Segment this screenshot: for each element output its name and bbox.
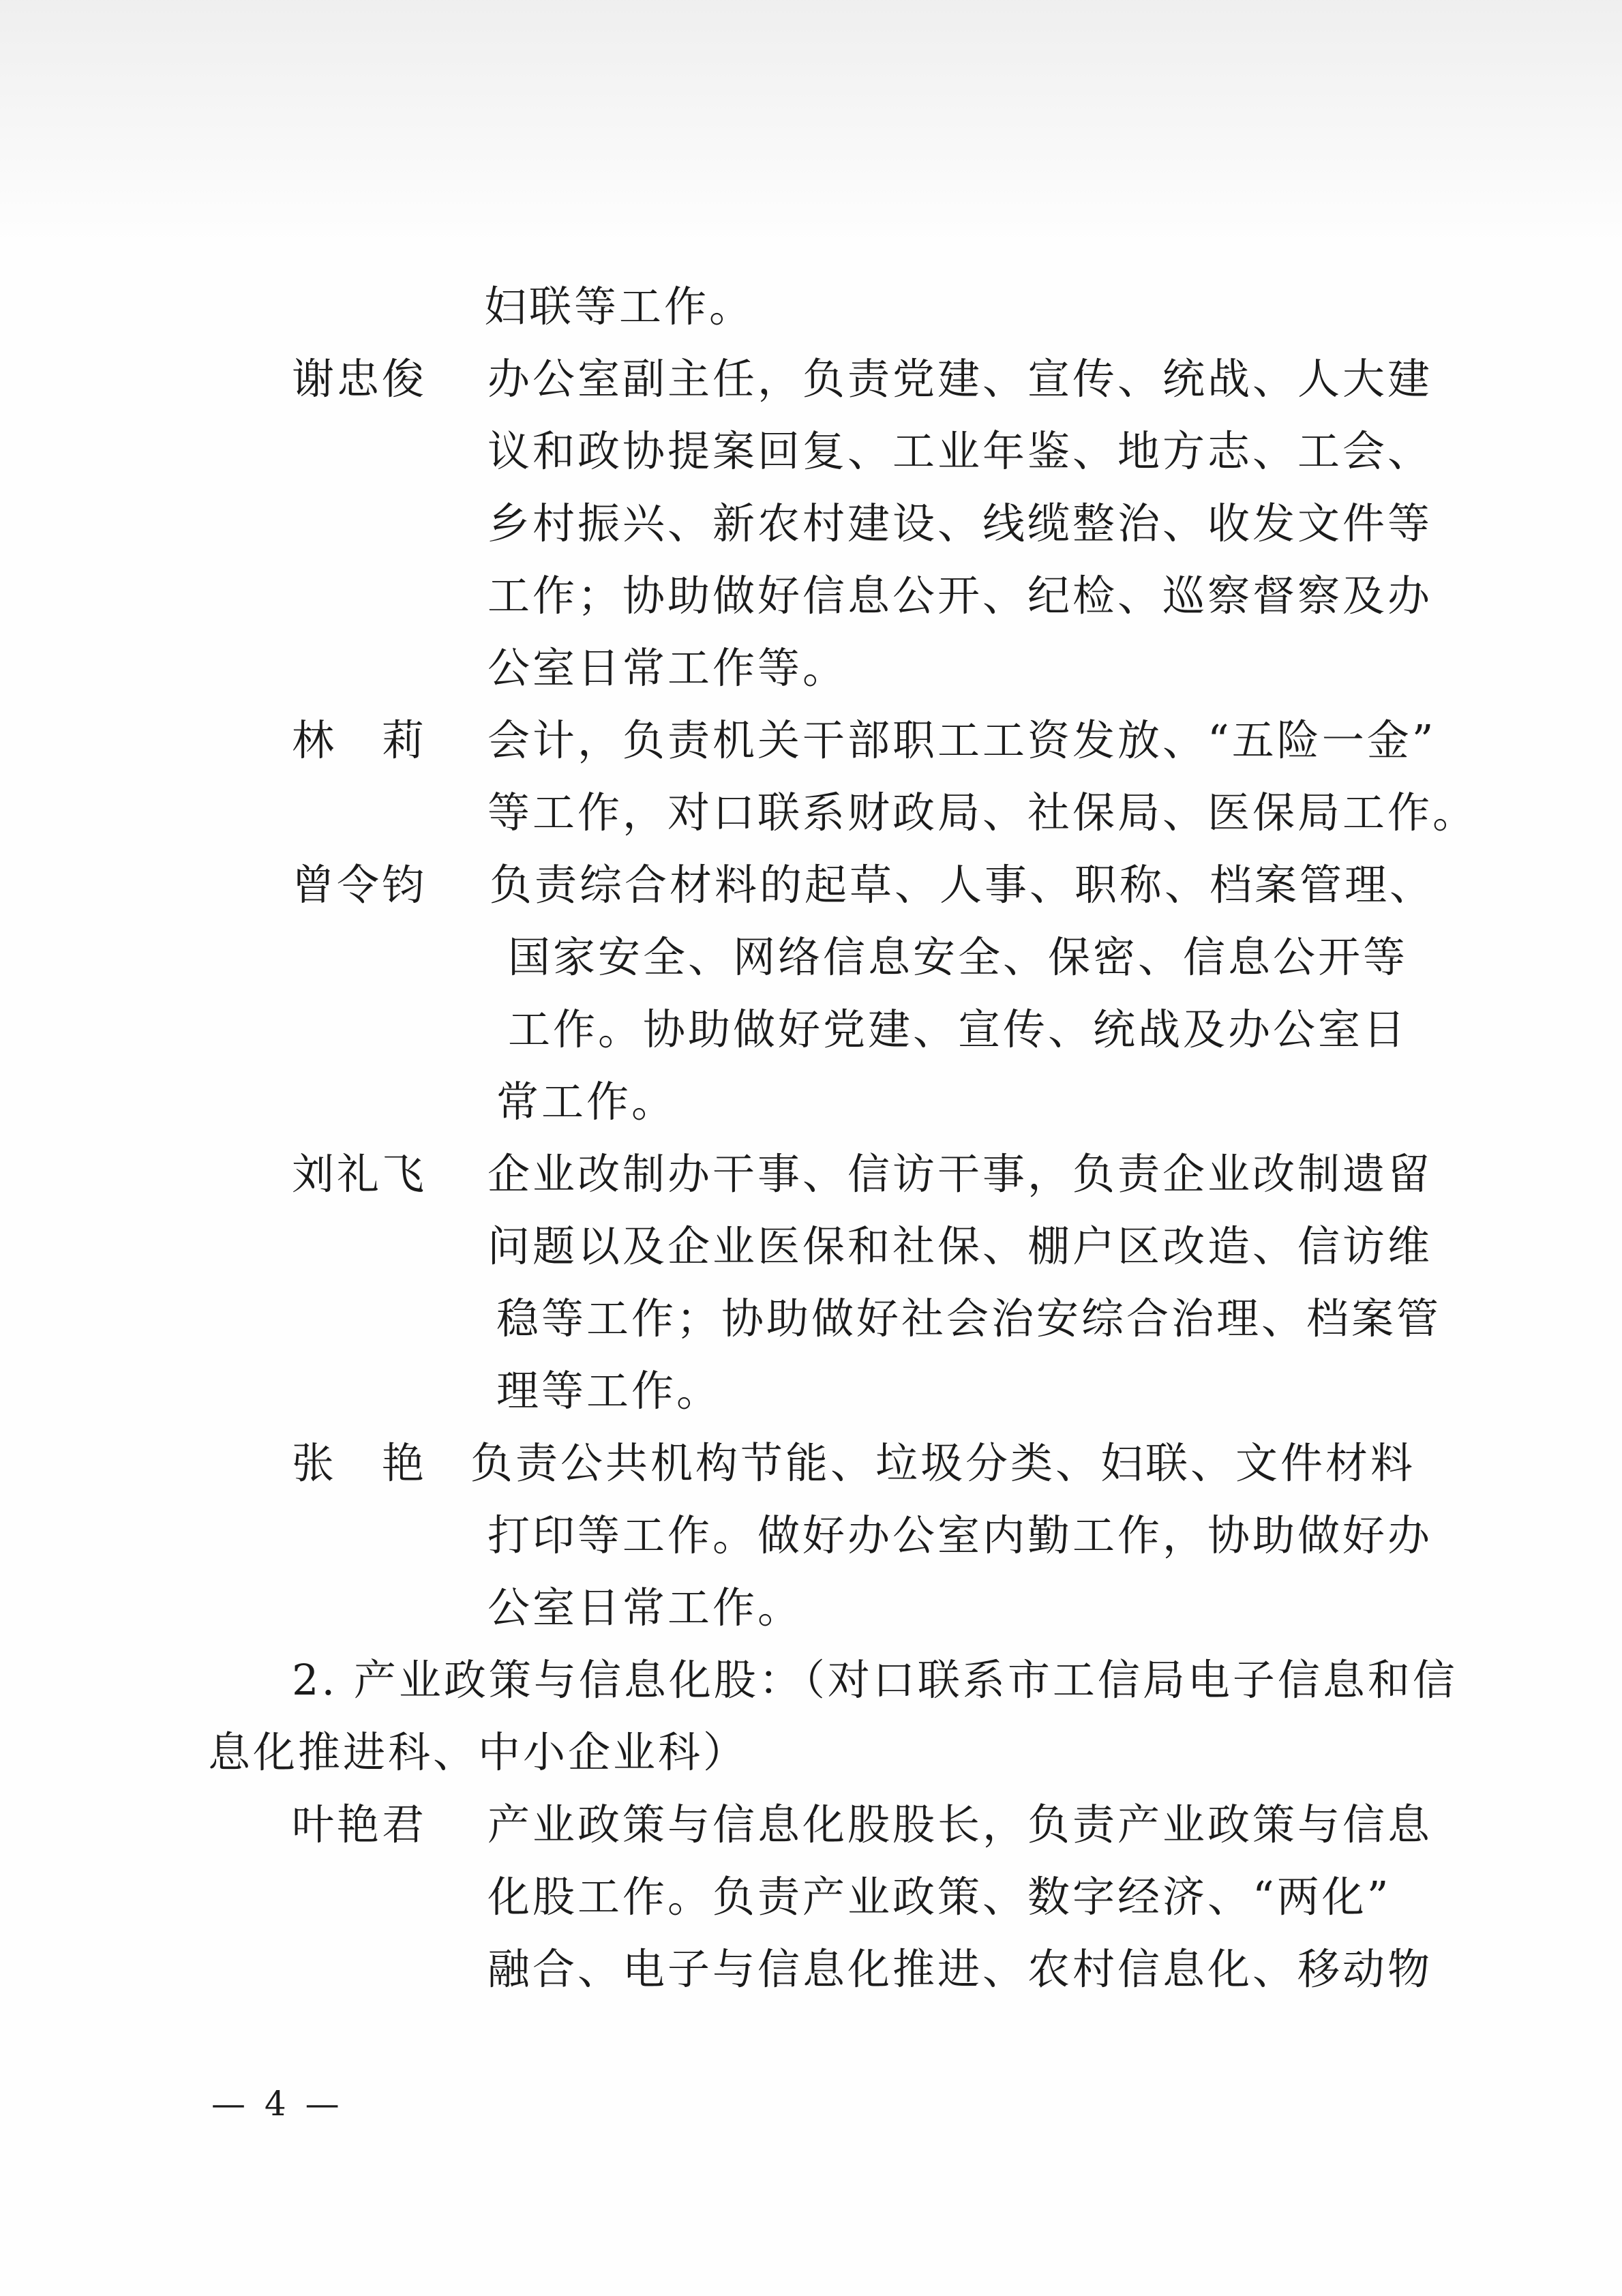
duty-line: 产业政策与信息化股股长，负责产业政策与信息 (487, 1800, 1433, 1849)
duty-line: 公室日常工作等。 (487, 643, 848, 693)
duty-line: 办公室副主任，负责党建、宣传、统战、人大建 (487, 354, 1433, 404)
duty-line: 常工作。 (496, 1077, 677, 1127)
page-number: — 4 — (211, 2084, 344, 2123)
duty-line: 负责公共机构节能、垃圾分类、妇联、文件材料 (470, 1438, 1416, 1488)
duty-line: 负责综合材料的起草、人事、职称、档案管理、 (490, 860, 1435, 910)
staff-name: 刘礼飞 (292, 1149, 427, 1199)
staff-name: 张 艳 (292, 1438, 427, 1488)
duty-line: 乡村振兴、新农村建设、线缆整治、收发文件等 (487, 498, 1433, 548)
duty-line: 融合、电子与信息化推进、农村信息化、移动物 (487, 1944, 1433, 1994)
staff-name: 谢忠俊 (292, 354, 427, 404)
duty-line: 等工作，对口联系财政局、社保局、医保局工作。 (487, 788, 1478, 837)
scan-shading (0, 0, 1622, 245)
duty-line: 化股工作。负责产业政策、数字经济、“两化” (487, 1872, 1392, 1922)
duty-line: 理等工作。 (496, 1366, 722, 1416)
staff-name: 曾令钧 (292, 860, 427, 910)
duty-line: 稳等工作；协助做好社会治安综合治理、档案管 (496, 1294, 1442, 1343)
section-heading: 2. 产业政策与信息化股：（对口联系市工信局电子信息和信 (292, 1655, 1458, 1705)
continuation-line: 妇联等工作。 (484, 282, 755, 331)
duty-line: 工作。协助做好党建、宣传、统战及办公室日 (508, 1004, 1409, 1054)
duty-line: 打印等工作。做好办公室内勤工作，协助做好办 (487, 1510, 1433, 1560)
duty-line: 会计，负责机关干部职工工资发放、“五险一金” (487, 715, 1437, 765)
staff-name: 叶艳君 (292, 1800, 427, 1849)
duty-line: 公室日常工作。 (487, 1583, 803, 1632)
staff-name: 林 莉 (292, 715, 427, 765)
duty-line: 企业改制办干事、信访干事，负责企业改制遗留 (487, 1149, 1433, 1199)
duty-line: 工作；协助做好信息公开、纪检、巡察督察及办 (487, 571, 1433, 621)
duty-line: 问题以及企业医保和社保、棚户区改造、信访维 (487, 1221, 1433, 1271)
duty-line: 议和政协提案回复、工业年鉴、地方志、工会、 (487, 426, 1433, 476)
duty-line: 国家安全、网络信息安全、保密、信息公开等 (508, 932, 1409, 982)
section-heading-continued: 息化推进科、中小企业科） (208, 1727, 749, 1777)
